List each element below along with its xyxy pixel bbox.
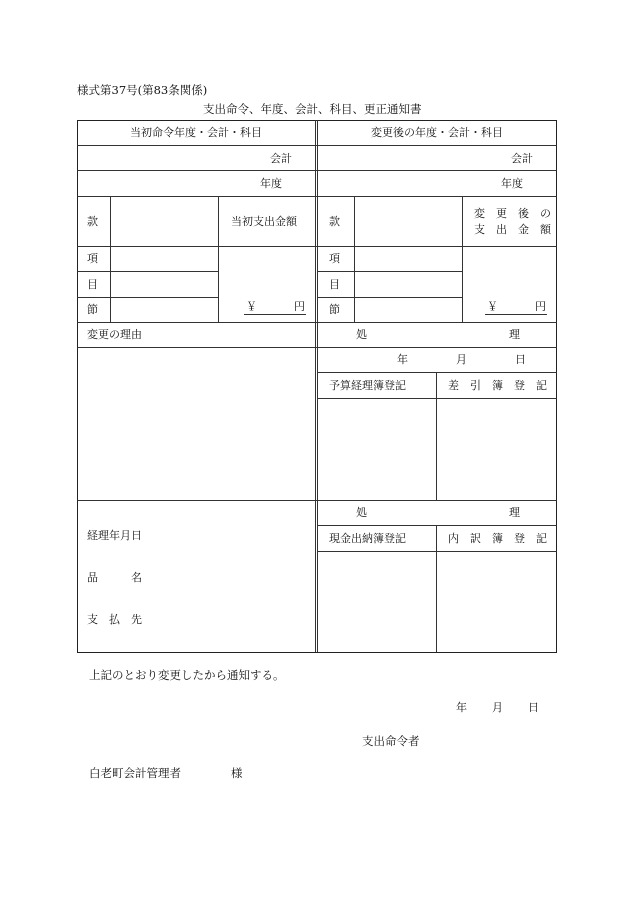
honorific-label: 様 [231,766,243,780]
left-amount-underline [244,314,306,315]
row-line [317,398,557,399]
changed-amount-line2: 支 出 金 額 [474,223,551,236]
left-kan-label: 款 [87,215,98,228]
row-line [77,246,557,247]
right-kan-label: 款 [329,215,340,228]
processing-date-year: 年 [397,353,408,366]
notice-text: 上記のとおり変更したから通知する。 [89,668,285,682]
cash-ledger-label: 現金出納簿登記 [329,532,406,545]
center-divider-b [317,120,318,652]
processing-date-month: 月 [456,353,467,366]
document-title: 支出命令、年度、会計、科目、更正通知書 [203,102,422,116]
budget-ledger-label: 予算経理簿登記 [329,379,406,392]
right-kou-label: 項 [329,252,340,265]
left-en-label: 円 [294,300,305,313]
row-line [77,271,218,272]
col-line [436,372,437,500]
footer-date-year: 年 [456,701,467,714]
row-line [317,372,557,373]
row-line [77,196,557,197]
row-line [317,551,557,552]
row-line [77,170,557,171]
reason-label: 変更の理由 [87,328,142,341]
balance-ledger-label: 差 引 簿 登 記 [448,379,547,392]
right-kaikei-label: 会計 [511,152,533,165]
original-amount-label: 当初支出金額 [231,215,297,228]
col-line [110,196,111,322]
col-line [462,196,463,322]
right-amount-underline [485,314,547,315]
detail-ledger-label: 内 訳 簿 登 記 [448,532,547,545]
right-nendo-label: 年度 [501,177,523,190]
row-line [77,145,557,146]
changed-amount-line1: 変 更 後 の [474,207,551,220]
original-header: 当初命令年度・会計・科目 [130,126,262,139]
left-kaikei-label: 会計 [270,152,292,165]
right-setsu-label: 節 [329,303,340,316]
form-number: 様式第37号(第83条関係) [77,83,208,97]
row-line [77,322,557,323]
left-kou-label: 項 [87,252,98,265]
table-border-left [77,120,78,652]
left-yen-symbol: ￥ [246,300,257,313]
col-line [354,196,355,322]
processing-date-day: 日 [515,353,526,366]
footer-date-day: 日 [528,701,539,714]
col-line [218,196,219,322]
right-moku-label: 目 [329,278,340,291]
table-border-bottom [77,652,557,653]
center-divider-a [315,120,316,652]
left-moku-label: 目 [87,278,98,291]
issuer-label: 支出命令者 [362,734,420,748]
accounting-date-label: 経理年月日 [87,529,142,542]
row-line [317,271,462,272]
row-line [317,525,557,526]
processing-label-end: 理 [509,328,520,341]
row-line [77,347,557,348]
right-yen-symbol: ￥ [487,300,498,313]
left-nendo-label: 年度 [260,177,282,190]
processing-label-start: 処 [356,328,367,341]
right-en-label: 円 [535,300,546,313]
row-line [77,297,218,298]
row-line [77,500,557,501]
col-line [436,525,437,652]
left-setsu-label: 節 [87,303,98,316]
payee-label: 支 払 先 [87,613,142,626]
item-name-label: 品 名 [87,571,142,584]
lower-processing-label-start: 処 [356,506,367,519]
table-border-right [556,120,557,652]
addressee-label: 白老町会計管理者 [89,766,181,780]
row-line [317,297,462,298]
changed-header: 変更後の年度・会計・科目 [371,126,503,139]
lower-processing-label-end: 理 [509,506,520,519]
footer-date-month: 月 [492,701,503,714]
